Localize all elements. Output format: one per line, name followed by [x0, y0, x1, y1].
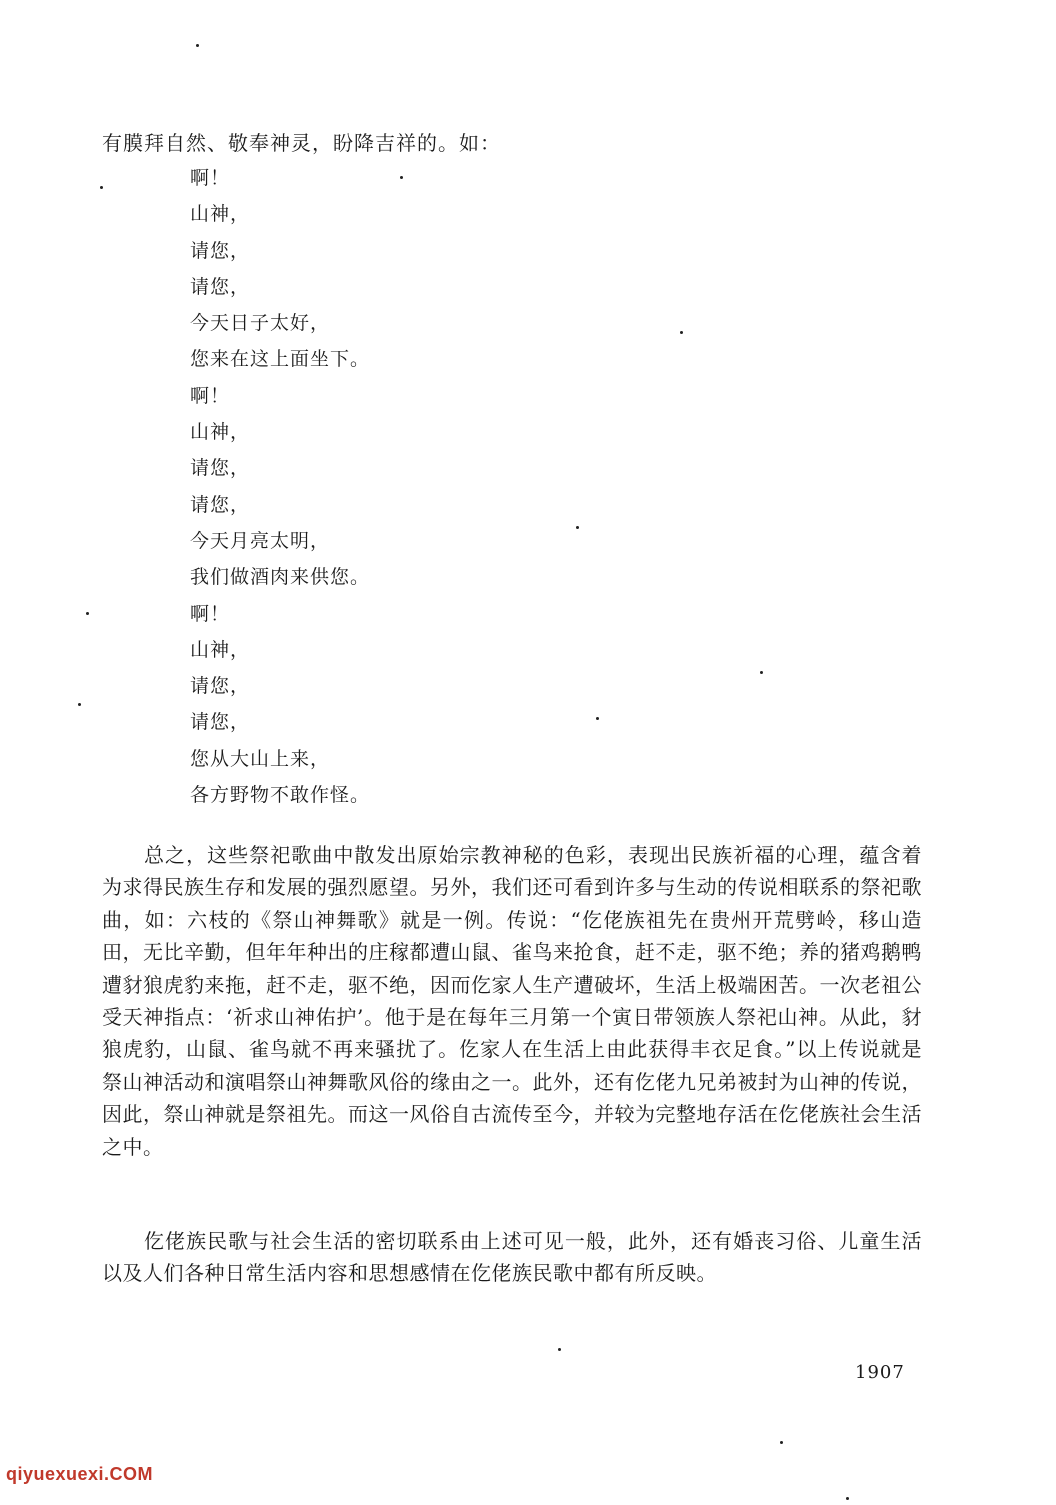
lyric-line: 山神， — [190, 203, 251, 226]
scan-speck — [780, 1441, 783, 1444]
lyric-line: 请您， — [190, 675, 251, 698]
lyric-line: 山神， — [190, 638, 251, 661]
lyric-line: 啊！ — [190, 602, 231, 625]
lyric-line: 请您， — [190, 457, 251, 480]
song-lyrics — [190, 165, 370, 818]
scan-speck — [100, 186, 103, 189]
lyric-line: 今天日子太好， — [190, 312, 331, 335]
scan-speck — [86, 612, 89, 615]
scan-speck — [846, 1497, 849, 1500]
scan-speck — [760, 671, 763, 674]
lyric-line: 山神， — [190, 421, 251, 444]
lyric-line: 请您， — [190, 711, 251, 734]
lyric-line: 请您， — [190, 275, 251, 298]
lyric-line: 各方野物不敢作怪。 — [190, 784, 371, 807]
body-paragraph-2: 仡佬族民歌与社会生活的密切联系由上述可见一般，此外，还有婚丧习俗、儿童生活以及人们各种日常生活内容和思想感情在仡佬族民歌中都有所反映。 — [102, 1229, 922, 1286]
scan-speck — [596, 717, 599, 720]
scan-speck — [78, 703, 81, 706]
lyric-line: 我们做酒肉来供您。 — [190, 566, 371, 589]
scan-speck — [196, 44, 199, 47]
scan-speck — [576, 526, 579, 529]
lyric-line: 您来在这上面坐下。 — [190, 348, 371, 371]
lyric-line: 您从大山上来， — [190, 747, 331, 770]
lyric-line: 请您， — [190, 493, 251, 516]
body-paragraph-1: 总之，这些祭祀歌曲中散发出原始宗教神秘的色彩，表现出民族祈福的心理，蕴含着为求得民族生存和发展的强烈愿望。另外，我们还可看到许多与生动的传说相联系的祭祀歌曲，如：六枝的《祭山神舞歌》就是一例。传说：“仡佬族祖先在贵州开荒劈岭，移山造田，无比辛勤，但年年种出的庄稼都遭山鼠、雀鸟来抢食，赶不走，驱不绝；养的猪鸡鹅鸭遭豺狼虎豹来拖，赶不走，驱不绝，因而仡家人生产遭破坏，生活上极端困苦。一次老祖公受天神指点：‘祈求山神佑护’。他于是在每年三月第一个寅日带领族人祭祀山神。从此，豺狼虎豹，山鼠、雀鸟就不再来骚扰了。仡家人在生活上由此获得丰衣足食。”以上传说就是祭山神活动和演唱祭山神舞歌风俗的缘由之一。此外，还有仡佬九兄弟被封为山神的传说，因此，祭山神就是祭祖先。而这一风俗自古流传至今，并较为完整地存活在仡佬族社会生活之中。 — [102, 843, 922, 1159]
lyric-line: 啊！ — [190, 384, 231, 407]
scan-speck — [400, 176, 403, 179]
lyric-line: 请您， — [190, 239, 251, 262]
page-number: 1907 — [855, 1362, 905, 1383]
lyric-line: 今天月亮太明， — [190, 529, 331, 552]
site-watermark: qiyuexuexi.COM — [6, 1464, 154, 1484]
scan-speck — [558, 1348, 561, 1351]
intro-line: 有膜拜自然、敬奉神灵，盼降吉祥的。如： — [102, 131, 501, 155]
lyric-line: 啊！ — [190, 167, 231, 189]
scan-speck — [680, 331, 683, 334]
